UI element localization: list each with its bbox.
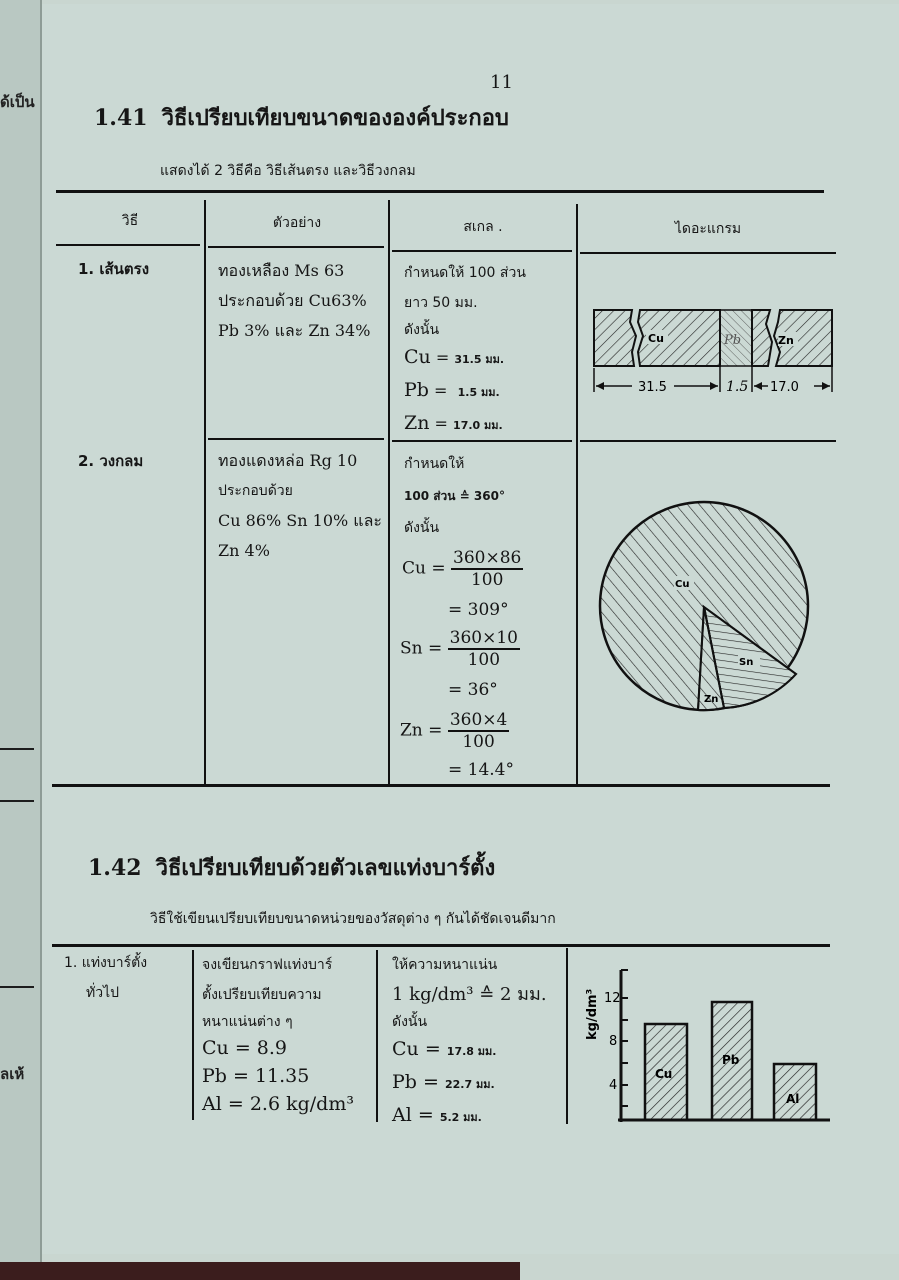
pie-label-cu: Cu — [675, 579, 690, 590]
density-value: = 8.9 — [234, 1037, 288, 1059]
density-value: = 2.6 kg/dm³ — [227, 1093, 354, 1115]
scale-value: 17.0 มม. — [453, 419, 503, 432]
method-line: 1. แท่งบาร์ตั้ง — [64, 955, 148, 971]
denominator: 100 — [470, 570, 504, 590]
column-divider — [388, 200, 390, 786]
table-top-rule — [52, 944, 830, 947]
density-bar-chart — [572, 960, 834, 1126]
density-row — [202, 1062, 354, 1090]
equals-sign: = — [423, 1071, 439, 1093]
segment-label-cu: Cu — [648, 332, 664, 345]
section-number: 1.41 — [94, 105, 148, 131]
scale-value: 17.8 มม. — [446, 1045, 497, 1058]
calc-sn-result: = 36° — [448, 680, 498, 700]
prev-page-fragment: ด้เป็น — [0, 93, 35, 111]
element-label: Cu — [392, 1038, 419, 1060]
example-line: ประกอบด้วย Cu63% — [218, 291, 367, 310]
scale-value: 5.2 มม. — [439, 1111, 482, 1124]
example-line: Cu 86% Sn 10% และ — [218, 511, 382, 530]
prev-page-rule — [0, 800, 34, 802]
prev-page-fragment: ลเห้ — [0, 1065, 25, 1083]
element-label: Al — [202, 1093, 222, 1115]
row1-method: 1. เส้นตรง — [78, 260, 150, 278]
dim-label-pb: 1.5 — [726, 379, 749, 395]
column-divider — [192, 950, 194, 1120]
header-rule — [580, 252, 836, 254]
element-label: Al — [392, 1104, 412, 1126]
equals-sign: = — [434, 414, 448, 433]
numerator: 360×10 — [449, 628, 518, 648]
y-tick-4: 4 — [609, 1078, 618, 1093]
equals-sign: = — [435, 348, 450, 367]
scale-line: ดังนั้น — [392, 1014, 428, 1030]
header-rule — [56, 244, 200, 246]
pie-composition-diagram — [596, 494, 816, 718]
y-tick-8: 8 — [609, 1034, 618, 1049]
bar-row-method — [64, 948, 147, 1008]
linear-composition-diagram — [588, 302, 838, 398]
dim-label-zn: 17.0 — [770, 380, 799, 395]
scale-line: 1 kg/dm³ ≙ 2 มม. — [392, 984, 547, 1005]
book-page — [42, 4, 899, 1254]
scale-line: ดังนั้น — [404, 520, 440, 536]
element-label: Pb — [202, 1065, 227, 1087]
element-label: Zn — [404, 412, 430, 434]
header-rule — [208, 246, 384, 248]
column-divider — [376, 950, 378, 1122]
calc-sn: Sn = $\frac{360\times 10}{100}$ — [400, 628, 518, 670]
density-row — [202, 1034, 354, 1062]
element-label: Cu — [402, 558, 426, 579]
scale-line: กำหนดให้ — [404, 456, 465, 472]
dim-label-cu: 31.5 — [638, 380, 667, 395]
calc-cu-result: = 309° — [448, 600, 509, 620]
scale-line: ให้ความหนาแน่น — [392, 957, 498, 973]
row-rule — [580, 440, 836, 442]
row1-example — [218, 256, 370, 346]
prev-page-rule — [0, 986, 34, 988]
calc-zn: Zn = $\frac{360\times 4}{100}$ — [400, 710, 508, 752]
denominator: 100 — [462, 732, 495, 752]
scale-value: 22.7 มม. — [444, 1078, 495, 1091]
scale-line: ดังนั้น — [404, 322, 440, 338]
row2-example — [218, 446, 382, 566]
element-label: Cu — [202, 1037, 229, 1059]
denominator: 100 — [467, 650, 501, 670]
section-heading-142 — [88, 850, 495, 885]
header-diagram: ไดอะแกรม — [674, 221, 742, 237]
previous-page-edge — [0, 0, 42, 1280]
scale-value-row — [392, 1100, 547, 1133]
section-title: วิธีเปรียบเทียบด้วยตัวเลขแท่งบาร์ตั้ง — [155, 855, 496, 881]
column-divider — [576, 204, 578, 786]
bar-row-scale — [392, 950, 547, 1133]
section-title: วิธีเปรียบเทียบขนาดขององค์ประกอบ — [161, 105, 509, 131]
header-method: วิธี — [121, 213, 139, 229]
scale-value: 31.5 มม. — [454, 353, 505, 366]
header-scale: สเกล . — [463, 219, 503, 235]
column-divider — [566, 948, 568, 1124]
prev-page-rule — [0, 748, 34, 750]
segment-label-zn: Zn — [778, 334, 794, 347]
scale-value: 1.5 มม. — [457, 386, 500, 399]
density-value: = 11.35 — [233, 1065, 310, 1087]
example-line: Zn 4% — [218, 541, 270, 560]
bar-label-cu: Cu — [655, 1067, 673, 1081]
density-row — [202, 1090, 354, 1118]
pie-label-zn: Zn — [704, 694, 719, 705]
example-line: จงเขียนกราฟแท่งบาร์ — [202, 957, 333, 973]
equals-sign: = — [424, 1038, 441, 1060]
numerator: 360×4 — [449, 710, 508, 730]
segment-label-pb: Pb — [724, 333, 742, 348]
element-label: Zn — [400, 720, 423, 741]
equals-sign: = — [417, 1104, 434, 1126]
example-line: ประกอบด้วย — [218, 483, 293, 499]
example-line: ตั้งเปรียบเทียบความ — [202, 987, 322, 1003]
bar-row-example — [202, 950, 354, 1118]
fraction — [448, 628, 520, 670]
table-top-rule — [56, 190, 824, 193]
element-label: Pb — [392, 1071, 417, 1093]
header-rule — [392, 250, 572, 252]
pie-label-sn: Sn — [739, 657, 754, 668]
example-line: ทองแดงหล่อ Rg 10 — [218, 451, 358, 470]
element-label: Sn — [400, 638, 423, 659]
element-label: Pb — [404, 379, 429, 401]
calc-zn-result: = 14.4° — [448, 760, 514, 780]
fraction — [451, 548, 523, 590]
y-axis-label: kg/dm³ — [585, 988, 600, 1040]
table-bottom-rule — [52, 784, 830, 787]
header-example: ตัวอย่าง — [272, 215, 322, 231]
row1-scale — [404, 258, 526, 441]
scale-value-row — [392, 1034, 547, 1067]
equals-sign: = — [434, 381, 448, 400]
page-number: 11 — [490, 72, 513, 93]
example-line: Pb 3% และ Zn 34% — [218, 321, 371, 340]
scale-line: 100 ส่วน ≙ 360° — [404, 489, 505, 503]
row2-scale-intro — [404, 448, 505, 544]
row2-method: 2. วงกลม — [78, 452, 144, 470]
section-heading-141 — [94, 100, 509, 135]
section-subtitle: วิธีใช้เขียนเปรียบเทียบขนาดหน่วยของวัสดุต่าง ๆ กันได้ชัดเจนดีมาก — [150, 911, 556, 927]
column-divider — [204, 200, 206, 786]
bar-label-pb: Pb — [722, 1053, 740, 1067]
method-line: ทั่วไป — [86, 985, 120, 1001]
scale-line: ยาว 50 มม. — [404, 295, 478, 311]
book-bottom-edge — [0, 1262, 520, 1280]
section-subtitle: แสดงได้ 2 วิธีคือ วิธีเส้นตรง และวิธีวงกลม — [160, 163, 416, 179]
scale-value-row — [404, 375, 526, 408]
y-tick-12: 12 — [604, 991, 621, 1006]
scale-value-row — [404, 342, 526, 375]
scale-value-row — [392, 1067, 547, 1100]
bar-label-al: Al — [786, 1092, 800, 1106]
calc-cu: Cu = $\frac{360\times 86}{100}$ — [402, 548, 522, 590]
scale-value-row — [404, 408, 526, 441]
example-line: ทองเหลือง Ms 63 — [218, 261, 345, 280]
scale-line: กำหนดให้ 100 ส่วน — [404, 265, 526, 281]
numerator: 360×86 — [453, 548, 522, 568]
fraction — [448, 710, 510, 752]
row-rule — [208, 438, 384, 440]
example-line: หนาแน่นต่าง ๆ — [202, 1014, 293, 1030]
element-label: Cu — [404, 346, 431, 368]
section-number: 1.42 — [88, 855, 142, 881]
